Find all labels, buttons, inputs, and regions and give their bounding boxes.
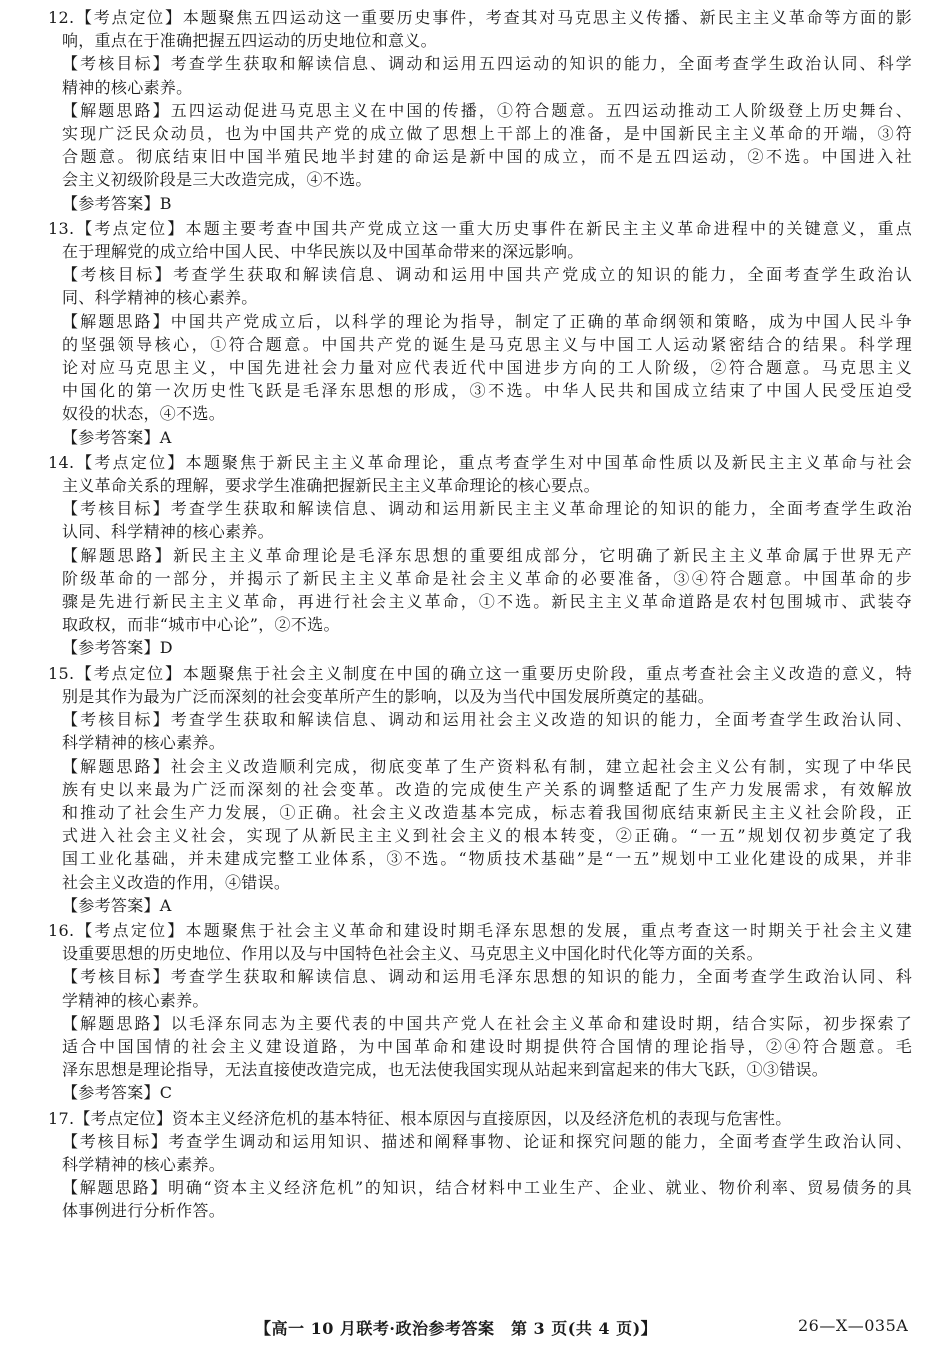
- text-line: 认同、科学精神的核心素养。: [62, 522, 274, 542]
- text-line: 别是其作为最为广泛而深刻的社会变革所产生的影响，以及为当代中国发展所奠定的基础。: [62, 686, 715, 706]
- text-line: 取政权，而非“城市中心论”，②不选。: [62, 615, 340, 635]
- text-line: 【解题思路】新民主主义革命理论是毛泽东思想的重要组成部分，它明确了新民主主义革命属于世界无产: [62, 545, 912, 565]
- question-block: [48, 217, 912, 449]
- text-line: 【参考答案】C: [62, 1083, 173, 1103]
- text-line: 社会主义改造的作用，④错误。: [62, 872, 291, 892]
- text-line: 响，重点在于准确把握五四运动的历史地位和意义。: [62, 31, 437, 51]
- text-line: 科学精神的核心素养。: [62, 1154, 226, 1174]
- text-line: 16.【考点定位】本题聚焦于社会主义革命和建设时期毛泽东思想的发展，重点考查这一时期关于社会主义建: [48, 920, 912, 940]
- text-line: 【考核目标】考查学生获取和解读信息、调动和运用五四运动的知识的能力，全面考查学生政治认同、科学: [62, 54, 912, 74]
- text-line: 【参考答案】B: [62, 193, 172, 213]
- text-line: 【考核目标】考查学生获取和解读信息、调动和运用社会主义改造的知识的能力，全面考查学生政治认同、: [62, 710, 912, 730]
- text-line: 式进入社会主义社会，实现了从新民主主义到社会主义的根本转变，②正确。“一五”规划仅初步奠定了我: [62, 826, 912, 846]
- question-block: [48, 451, 912, 660]
- text-line: 【解题思路】社会主义改造顺利完成，彻底变革了生产资料私有制，建立起社会主义公有制，实现了中华民: [62, 756, 912, 776]
- page-footer: [0, 1316, 950, 1346]
- text-line: 12.【考点定位】本题聚焦五四运动这一重要历史事件，考查其对马克思主义传播、新民主主义革命等方面的影: [48, 8, 912, 27]
- text-line: 奴役的状态，④不选。: [62, 404, 226, 424]
- text-line: 体事例进行分析作答。: [62, 1201, 226, 1221]
- text-line: 【解题思路】中国共产党成立后，以科学的理论为指导，制定了正确的革命纲领和策略，成为中国人民斗争: [62, 311, 912, 331]
- text-line: 泽东思想是理论指导，无法直接使改造完成，也无法使我国实现从站起来到富起来的伟大飞跃，①③错误。: [62, 1060, 829, 1080]
- text-line: 【考核目标】考查学生获取和解读信息、调动和运用新民主主义革命理论的知识的能力，全面考查学生政治: [62, 499, 912, 519]
- text-line: 科学精神的核心素养。: [62, 733, 226, 753]
- question-block: [48, 6, 912, 215]
- text-line: 主义革命关系的理解，要求学生准确把握新民主主义革命理论的核心要点。: [62, 476, 600, 496]
- text-line: 精神的核心素养。: [62, 77, 193, 97]
- text-line: 的坚强领导核心，①符合题意。中国共产党的诞生是马克思主义与中国工人运动紧密结合的结果。科学理: [62, 334, 912, 354]
- text-line: 15.【考点定位】本题聚焦于社会主义制度在中国的确立这一重要历史阶段，重点考查社会主义改造的意义，特: [48, 663, 912, 683]
- text-line: 实现广泛民众动员，也为中国共产党的成立做了思想上干部上的准备，是中国新民主主义革命的开端，③符: [62, 124, 912, 144]
- text-line: 合题意。彻底结束旧中国半殖民地半封建的命运是新中国的成立，而不是五四运动，②不选。中国进入社: [62, 147, 912, 167]
- text-line: 【解题思路】以毛泽东同志为主要代表的中国共产党人在社会主义革命和建设时期，结合实际，初步探索了: [62, 1013, 912, 1033]
- text-line: 在于理解党的成立给中国人民、中华民族以及中国革命带来的深远影响。: [62, 242, 584, 262]
- question-block: [48, 1107, 912, 1223]
- question-block: [48, 919, 912, 1105]
- text-line: 学精神的核心素养。: [62, 990, 209, 1010]
- text-line: 14.【考点定位】本题聚焦于新民主主义革命理论，重点考查学生对中国革命性质以及新民主主义革命与社会: [48, 452, 912, 472]
- text-line: 【考核目标】考查学生调动和运用知识、描述和阐释事物、论证和探究问题的能力，全面考查学生政治认同、: [62, 1131, 912, 1151]
- text-line: 和推动了社会生产力发展，①正确。社会主义改造基本完成，标志着我国彻底结束新民主主义社会阶段，正: [62, 802, 912, 822]
- text-line: 【参考答案】D: [62, 638, 173, 658]
- text-line: 17.【考点定位】资本主义经济危机的基本特征、根本原因与直接原因，以及经济危机的表现与危害性。: [48, 1108, 792, 1128]
- text-line: 阶级革命的一部分，并揭示了新民主主义革命是社会主义革命的必要准备，③④符合题意。中国革命的步: [62, 568, 912, 588]
- text-line: 论对应马克思主义，中国先进社会力量对应代表近代中国进步方向的工人阶级，②符合题意。马克思主义: [62, 358, 912, 378]
- text-line: 【参考答案】A: [62, 427, 172, 447]
- text-line: 【考核目标】考查学生获取和解读信息、调动和运用毛泽东思想的知识的能力，全面考查学生政治认同、科: [62, 967, 912, 987]
- text-line: 国工业化基础，并未建成完整工业体系，③不选。“物质技术基础”是“一五”规划中工业化建设的成果，并非: [62, 849, 912, 869]
- question-block: [48, 662, 912, 917]
- text-line: 骤是先进行新民主主义革命，再进行社会主义革命，①不选。新民主主义革命道路是农村包围城市、武装夺: [62, 592, 912, 612]
- footer-code: 26—X—035A: [798, 1316, 909, 1335]
- text-line: 设重要思想的历史地位、作用以及与中国特色社会主义、马克思主义中国化时代化等方面的关系。: [62, 944, 763, 964]
- text-line: 族有史以来最为广泛而深刻的社会变革。改造的完成使生产关系的调整适配了生产力发展需求，有效解放: [62, 779, 912, 799]
- text-line: 中国化的第一次历史性飞跃是毛泽东思想的形成，③不选。中华人民共和国成立结束了中国人民受压迫受: [62, 381, 912, 401]
- text-line: 适合中国国情的社会主义建设道路，为中国革命和建设时期提供符合国情的理论指导，②④符合题意。毛: [62, 1036, 912, 1056]
- text-line: 【解题思路】五四运动促进马克思主义在中国的传播，①符合题意。五四运动推动工人阶级登上历史舞台、: [62, 100, 912, 120]
- text-line: 【考核目标】考查学生获取和解读信息、调动和运用中国共产党成立的知识的能力，全面考查学生政治认: [62, 265, 912, 285]
- text-line: 【解题思路】明确“资本主义经济危机”的知识，结合材料中工业生产、企业、就业、物价利率、贸易债务的具: [62, 1178, 912, 1198]
- text-line: 【参考答案】A: [62, 895, 172, 915]
- answer-document: [48, 6, 912, 1225]
- text-line: 会主义初级阶段是三大改造完成，④不选。: [62, 170, 372, 190]
- footer-title: 【高一 10 月联考·政治参考答案 第 3 页(共 4 页)】: [255, 1319, 658, 1338]
- text-line: 13.【考点定位】本题主要考查中国共产党成立这一重大历史事件在新民主主义革命进程中的关键意义，重点: [48, 218, 912, 238]
- text-line: 同、科学精神的核心素养。: [62, 288, 258, 308]
